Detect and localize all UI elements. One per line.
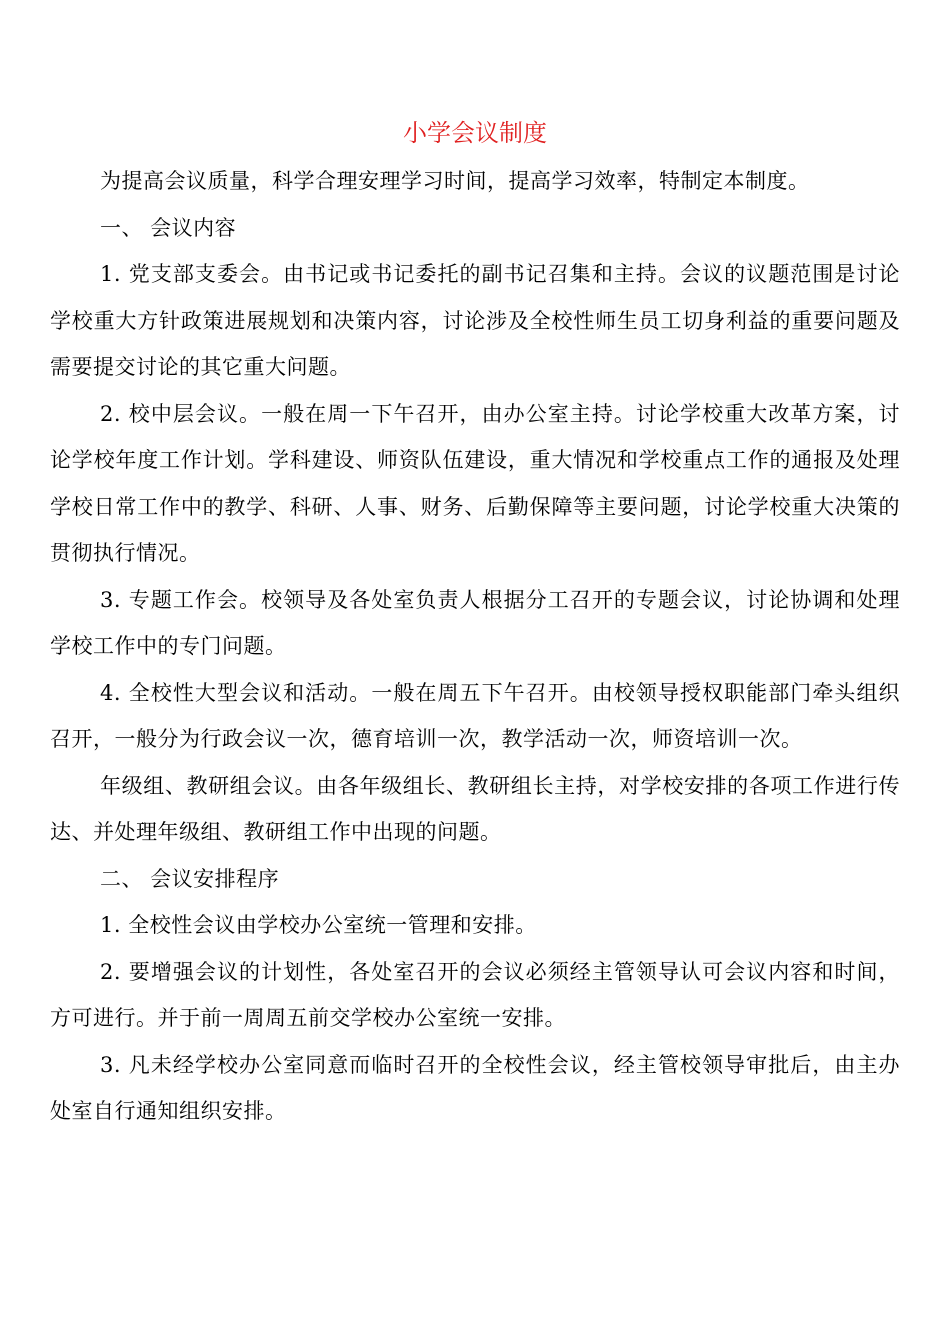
paragraph-party-branch-committee: 1. 党支部支委会。由书记或书记委托的副书记召集和主持。会议的议题范围是讨论学校重大方针政策进展规划和决策内容，讨论涉及全校性师生员工切身利益的重要问题及需要提交讨论的其它重大问题。 <box>50 262 900 379</box>
document-page <box>50 110 900 1135</box>
intro-paragraph: 为提高会议质量，科学合理安理学习时间，提高学习效率，特制定本制度。 <box>100 169 810 193</box>
paragraph-middle-level-meeting: 2. 校中层会议。一般在周一下午召开，由办公室主持。讨论学校重大改革方案，讨论学校年度工作计划。学科建设、师资队伍建设，重大情况和学校重点工作的通报及处理学校日常工作中的教学、科研、人事、财务、后勤保障等主要问题，讨论学校重大决策的贯彻执行情况。 <box>50 401 900 565</box>
paragraph-procedure-3: 3. 凡未经学校办公室同意而临时召开的全校性会议，经主管校领导审批后，由主办处室自行通知组织安排。 <box>50 1052 900 1123</box>
paragraph-school-wide-meeting: 4. 全校性大型会议和活动。一般在周五下午召开。由校领导授权职能部门牵头组织召开，一般分为行政会议一次，德育培训一次，教学活动一次，师资培训一次。 <box>50 680 900 751</box>
paragraph-special-topic-meeting: 3. 专题工作会。校领导及各处室负责人根据分工召开的专题会议，讨论协调和处理学校工作中的专门问题。 <box>50 587 900 658</box>
section-heading-meeting-content: 一、 会议内容 <box>100 215 237 240</box>
section-heading-meeting-procedure: 二、 会议安排程序 <box>100 866 280 891</box>
paragraph-grade-group-meeting: 年级组、教研组会议。由各年级组长、教研组长主持，对学校安排的各项工作进行传达、并处理年级组、教研组工作中出现的问题。 <box>50 773 900 844</box>
paragraph-procedure-1: 1. 全校性会议由学校办公室统一管理和安排。 <box>100 913 537 937</box>
document-title: 小学会议制度 <box>403 119 547 147</box>
paragraph-procedure-2: 2. 要增强会议的计划性，各处室召开的会议必须经主管领导认可会议内容和时间，方可进行。并于前一周周五前交学校办公室统一安排。 <box>50 959 900 1030</box>
